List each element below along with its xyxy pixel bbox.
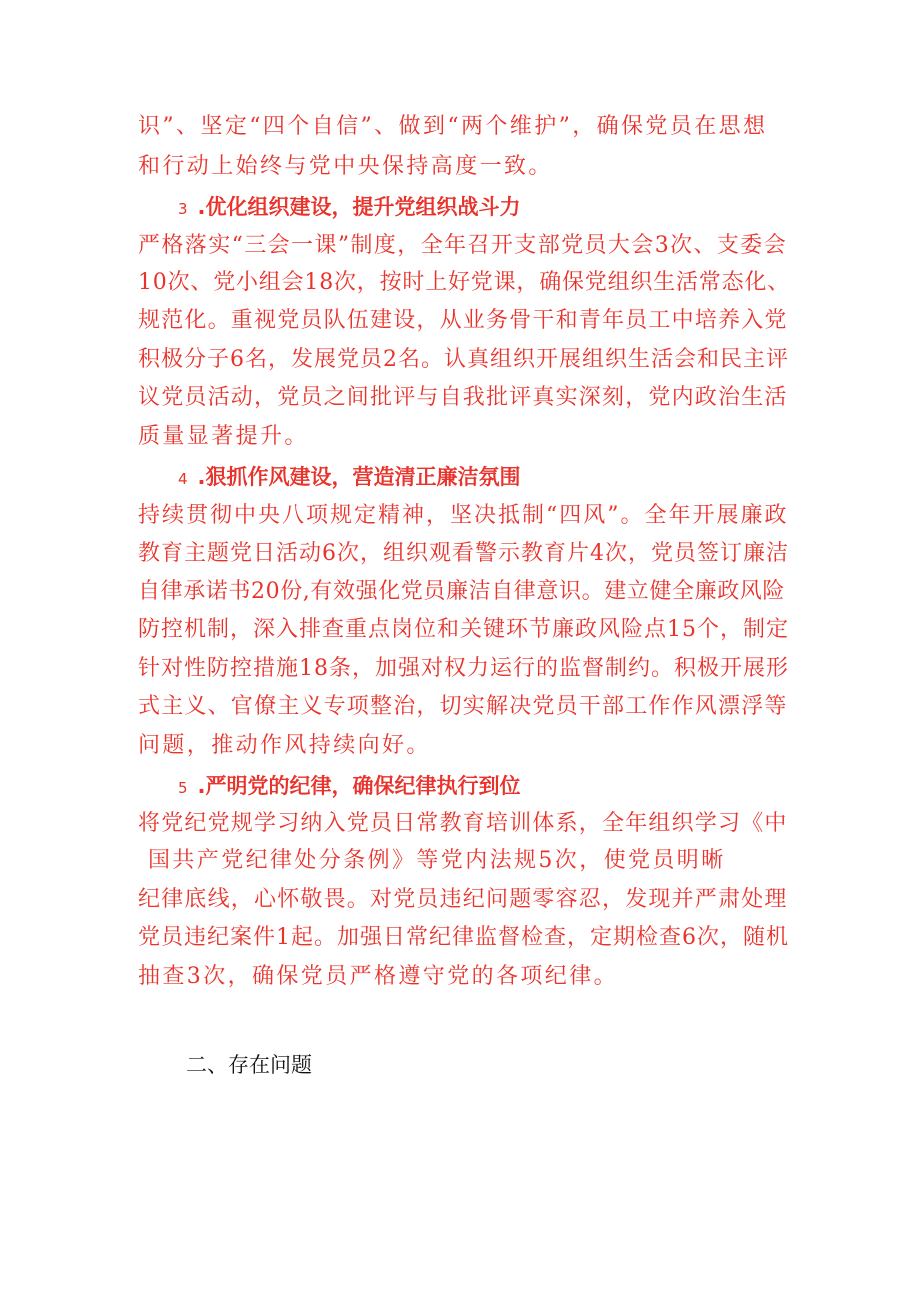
paragraph-line: 党员违纪案件1起。加强日常纪律监督检查，定期检查6次，随机 [138, 925, 789, 950]
item-5-heading [178, 771, 521, 803]
item-title: .优化组织建设，提升党组织战斗力 [197, 195, 521, 219]
paragraph-line: 自律承诺书20份,有效强化党员廉洁自律意识。建立健全廉政风险 [138, 579, 785, 604]
item-number: 3 [178, 200, 188, 218]
paragraph-line: 质量显著提升。 [138, 424, 309, 449]
item-title: .狠抓作风建设，营造清正廉洁氛围 [197, 465, 521, 489]
paragraph-line: 抽查3次，确保党员严格遵守党的各项纪律。 [138, 964, 618, 989]
item-number: 4 [178, 470, 188, 488]
paragraph-line: 国共产党纪律处分条例》等党内法规5次，使党员明晰 [148, 848, 726, 873]
paragraph-line: 针对性防控措施18条，加强对权力运行的监督制约。积极开展形 [138, 656, 789, 681]
paragraph-line: 式主义、官僚主义专项整治，切实解决党员干部工作作风漂浮等 [138, 694, 788, 719]
paragraph-line: 教育主题党日活动6次，组织观看警示教育片4次，党员签订廉洁 [138, 541, 789, 566]
paragraph-line: 问题，推动作风持续向好。 [138, 733, 431, 758]
paragraph-line: 严格落实“三会一课”制度，全年召开支部党员大会3次、支委会 [138, 233, 788, 258]
item-number: 5 [178, 779, 188, 797]
paragraph-line: 将党纪党规学习纳入党员日常教育培训体系，全年组织学习《中 [138, 811, 788, 836]
paragraph-line: 持续贯彻中央八项规定精神，坚决抵制“四风”。全年开展廉政 [138, 503, 789, 528]
paragraph-line: 10次、党小组会18次，按时上好党课，确保党组织生活常态化、 [138, 270, 790, 295]
paragraph-line: 积极分子6名，发展党员2名。认真组织开展组织生活会和民主评 [138, 347, 789, 372]
paragraph-line: 识”、坚定“四个自信”、做到“两个维护”，确保党员在思想 [138, 114, 768, 139]
paragraph-line: 议党员活动，党员之间批评与自我批评真实深刻，党内政治生活 [138, 385, 788, 410]
item-4-heading [178, 462, 521, 494]
section-2-heading: 二、存在问题 [186, 1053, 312, 1077]
item-3-heading [178, 192, 521, 224]
paragraph-line: 规范化。重视党员队伍建设，从业务骨干和青年员工中培养入党 [138, 308, 788, 333]
paragraph-line: 纪律底线，心怀敬畏。对党员违纪问题零容忍，发现并严肃处理 [138, 887, 788, 912]
paragraph-line: 和行动上始终与党中央保持高度一致。 [138, 154, 553, 179]
item-title: .严明党的纪律，确保纪律执行到位 [197, 774, 521, 798]
paragraph-line: 防控机制，深入排查重点岗位和关键环节廉政风险点15个，制定 [138, 617, 789, 642]
